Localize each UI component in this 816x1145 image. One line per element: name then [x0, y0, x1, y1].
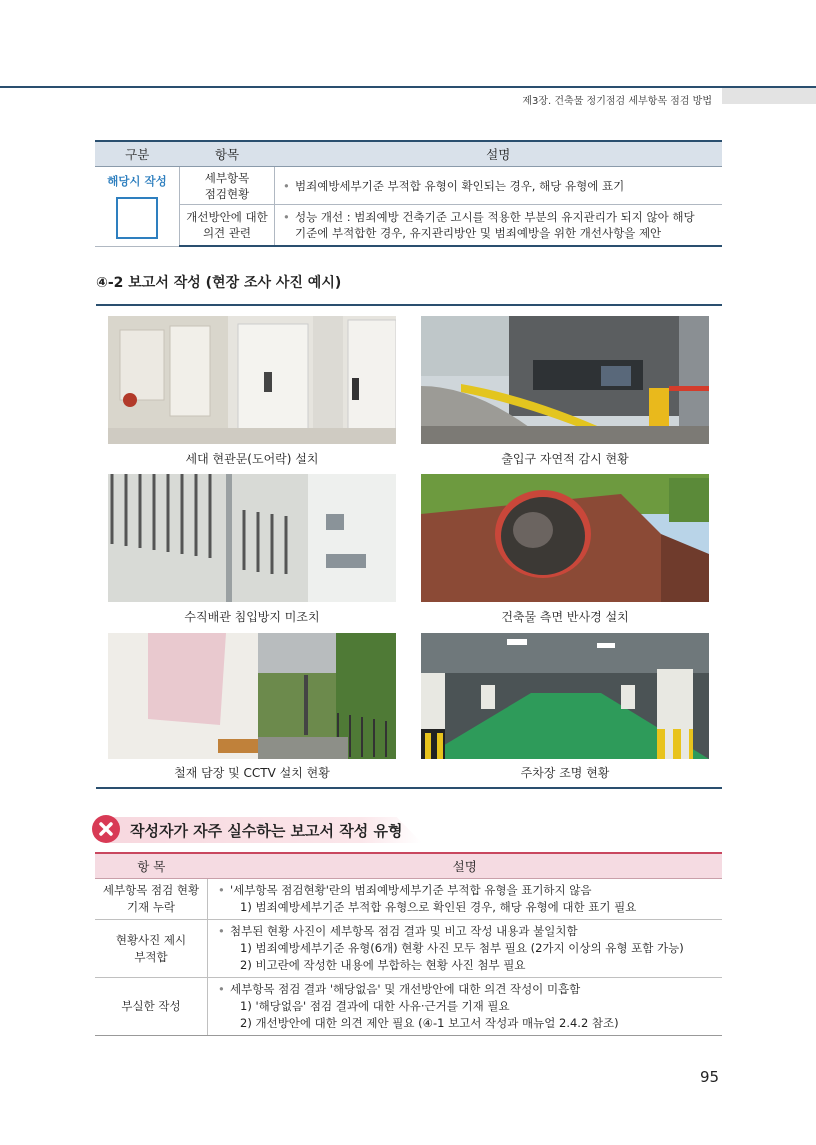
col-desc: 설명: [208, 853, 723, 879]
chapter-title: 제3장. 건축물 정기점검 세부항목 점검 방법: [522, 96, 712, 107]
mistakes-table: [95, 852, 722, 1036]
col-category: 구분: [95, 141, 180, 167]
desc-cell: • 성능 개선 : 범죄예방 건축기준 고시를 적용한 부분의 유지관리가 되지 않아 해당 기준에 부적합한 경우, 유지관리방안 및 범죄예방을 위한 개선사항을 제안: [275, 205, 723, 247]
col-item: 항 목: [95, 853, 208, 879]
bullet-icon: •: [218, 982, 225, 996]
category-label: 해당시 작성: [107, 174, 167, 189]
section-end-rule: [96, 787, 722, 789]
header-rule: [0, 86, 816, 88]
photo-mirror: [421, 474, 709, 602]
desc-cell: • 범죄예방세부기준 부적합 유형이 확인되는 경우, 해당 유형에 표기: [275, 167, 723, 205]
bullet-icon: •: [283, 178, 290, 193]
table-row: 현황사진 제시 부적합 • 첨부된 현황 사진이 세부항목 점검 결과 및 비고 작성 내용과 불일치함 1) 범죄예방세부기준 유형(6개) 현황 사진 모두 첨부 필요 (2가지 이상의 유형 포함 가능) 2) 비고란에 작성한 내용에 부합하는 현황 사진 첨부 필요: [95, 920, 722, 978]
photo-caption: 건축물 측면 반사경 설치: [501, 610, 629, 624]
bullet-icon: •: [218, 883, 225, 897]
photo-caption: 철재 담장 및 CCTV 설치 현황: [174, 766, 330, 780]
col-desc: 설명: [275, 141, 723, 167]
photo-caption: 수직배관 침입방지 미조치: [184, 610, 320, 624]
table-row: 부실한 작성 • 세부항목 점검 결과 '해당없음' 및 개선방안에 대한 의견 작성이 미흡함 1) '해당없음' 점검 결과에 대한 사유·근거를 기재 필요 2) 개선방안에 대한 의견 제안 필요 (④-1 보고서 작성과 매뉴얼 2.4.2 참조): [95, 978, 722, 1036]
table-row: 세부항목 점검 현황 기재 누락 • '세부항목 점검현황'란의 범죄예방세부기준 부적합 유형을 표기하지 않음 1) 범죄예방세부기준 부적합 유형으로 확인된 경우, 해당 유형에 대한 표기 필요: [95, 879, 722, 920]
photo-entrance: [421, 316, 709, 444]
close-x-icon: [92, 815, 120, 843]
photo-caption: 주차장 조명 현황: [520, 766, 610, 780]
photo-fence-cctv: [108, 633, 396, 761]
photo-door-lock: [108, 316, 396, 444]
photo-caption: 세대 현관문(도어락) 설치: [185, 452, 319, 466]
checkbox-square-icon: [116, 197, 158, 239]
merged-category-cell: [95, 167, 180, 247]
photo-parking: [421, 633, 709, 761]
header-tab: [722, 88, 816, 104]
item-cell: 개선방안에 대한 의견 관련: [180, 205, 275, 247]
page-number: 95: [700, 1068, 720, 1086]
photo-pipe: [108, 474, 396, 602]
col-item: 항목: [180, 141, 275, 167]
item-cell: 세부항목 점검현황: [180, 167, 275, 205]
section-title: ④-2 보고서 작성 (현장 조사 사진 예시): [96, 275, 342, 291]
bullet-icon: •: [283, 210, 290, 224]
bullet-icon: •: [218, 924, 225, 938]
mistakes-title: 작성자가 자주 실수하는 보고서 작성 유형: [130, 822, 403, 840]
item-table: [95, 140, 722, 247]
section-rule: [96, 304, 722, 306]
photo-caption: 출입구 자연적 감시 현황: [501, 452, 629, 466]
